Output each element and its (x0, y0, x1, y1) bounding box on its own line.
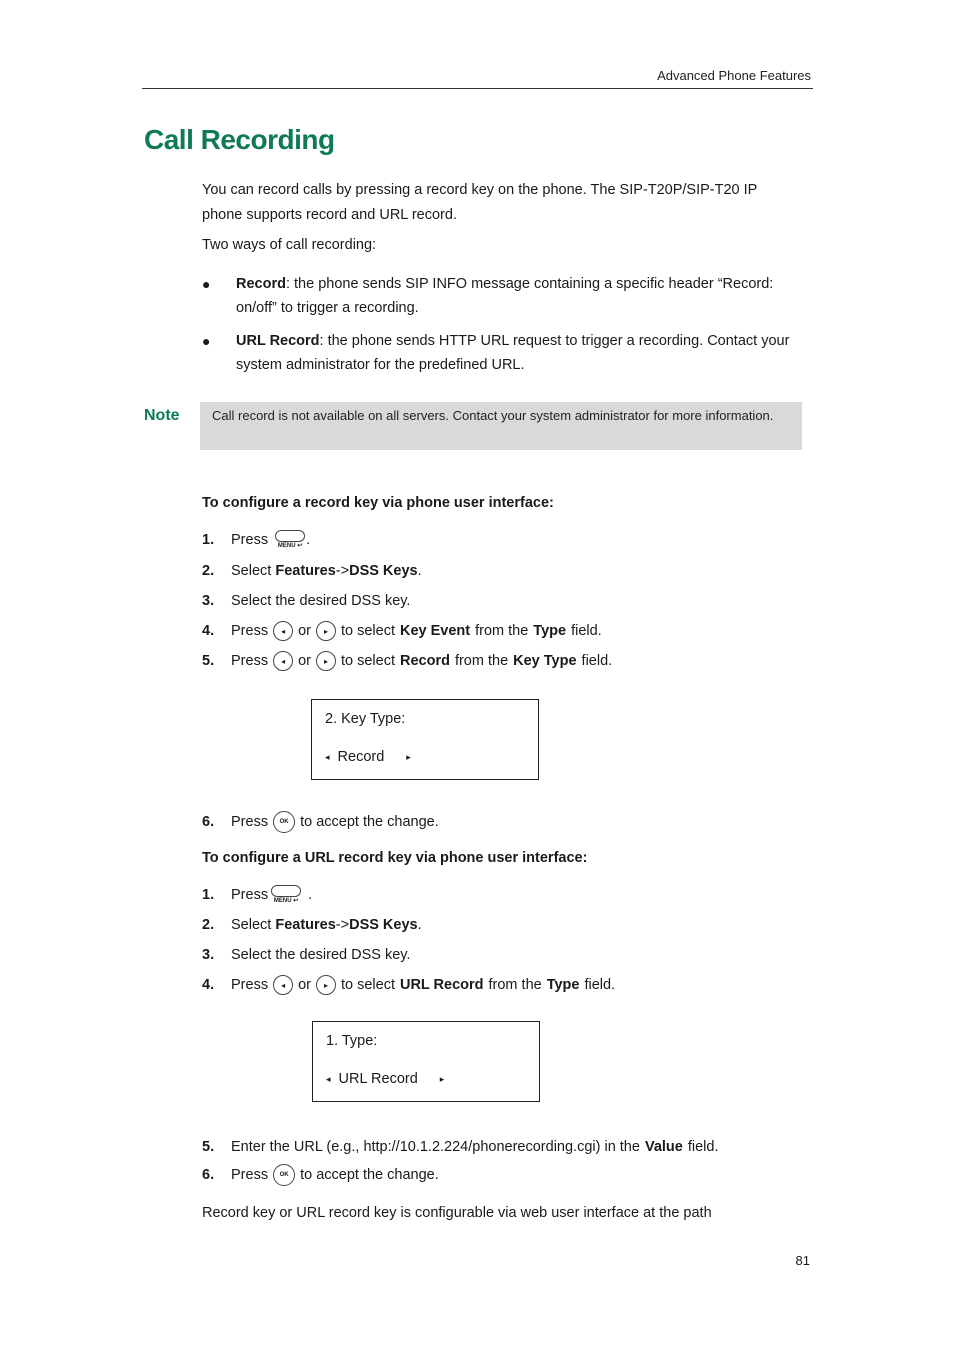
step-text: Press (231, 977, 269, 993)
bullet-icon: ● (202, 276, 211, 292)
left-key-icon: ◂ (273, 975, 293, 995)
step-field: Type (533, 623, 567, 639)
menu-key-icon: MENU ↩ (269, 885, 303, 905)
step-text: or (298, 623, 311, 639)
section2-title: To configure a URL record key via phone user interface: (202, 850, 588, 866)
step-text: Press (231, 532, 269, 548)
step-value: Record (399, 653, 450, 669)
step-text: from the (454, 653, 509, 669)
step-text: field. (581, 653, 613, 669)
menu-path-sep: -> (335, 917, 350, 933)
lcd-line-1: 1. Type: (326, 1033, 378, 1049)
step-text: to accept the change. (300, 1167, 439, 1183)
menu-path-sep: -> (335, 563, 350, 579)
step-number: 4. (202, 977, 215, 993)
left-key-icon: ◂ (273, 651, 293, 671)
note-box (200, 402, 802, 450)
step-number: 1. (202, 887, 215, 903)
step-text: Select the desired DSS key. (231, 947, 411, 963)
intro-paragraph (202, 178, 812, 228)
right-key-icon: ▸ (316, 621, 336, 641)
step-number: 4. (202, 623, 215, 639)
menu-path-dss: DSS Keys (349, 917, 418, 933)
step-text: . (417, 563, 422, 579)
lcd-line-1: 2. Key Type: (325, 711, 406, 727)
intro-ways: Two ways of call recording: (202, 237, 377, 253)
step-text: from the (475, 623, 529, 639)
step-text: Press (231, 814, 269, 830)
step-text: field. (571, 623, 602, 639)
bullet-text: : the phone sends SIP INFO message containing a specific header “Record: (285, 276, 774, 292)
step-text: Press (231, 887, 269, 903)
bullet-url-record (202, 329, 812, 377)
step-number: 6. (202, 1167, 215, 1183)
step-text: to accept the change. (300, 814, 439, 830)
step-text: field. (584, 977, 616, 993)
bullet-text: : the phone sends HTTP URL request to trigger a recording. Contact your (319, 333, 790, 349)
running-header: Advanced Phone Features (657, 68, 811, 83)
step-number: 3. (202, 593, 215, 609)
menu-path-features: Features (275, 563, 336, 579)
lcd-value: URL Record (338, 1071, 418, 1087)
right-key-icon: ▸ (316, 651, 336, 671)
left-key-icon: ◂ (273, 621, 293, 641)
step-number: 3. (202, 947, 215, 963)
left-arrow-icon: ◂ (326, 1073, 331, 1084)
step-text: . (308, 887, 313, 903)
step-text: to select (340, 653, 395, 669)
step-number: 5. (202, 1139, 215, 1155)
lcd-screen-key-type (311, 699, 539, 780)
page-number: 81 (795, 1253, 810, 1268)
right-arrow-icon: ▸ (406, 751, 411, 762)
bullet-term: URL Record (236, 333, 320, 349)
lcd-value: Record (337, 749, 385, 765)
page-title: Call Recording (144, 124, 335, 155)
step-field: Key Type (513, 653, 577, 669)
bullet-text-cont: on/off” to trigger a recording. (236, 300, 419, 316)
step-text: or (298, 653, 311, 669)
right-arrow-icon: ▸ (439, 1073, 445, 1084)
bullet-text-cont: system administrator for the predefined URL. (236, 357, 525, 373)
bullet-icon: ● (202, 333, 211, 349)
step-text: Press (231, 623, 269, 639)
menu-path-features: Features (275, 917, 336, 933)
step-value: URL Record (399, 977, 484, 993)
step-text: Enter the URL (e.g., http://10.1.2.224/phonerecording.cgi) in the (231, 1139, 640, 1155)
step-number: 2. (202, 563, 215, 579)
menu-path-dss: DSS Keys (349, 563, 418, 579)
step-text: to select (340, 977, 395, 993)
step-text: . (417, 917, 422, 933)
step-number: 1. (202, 532, 215, 548)
bullet-term: Record (236, 276, 286, 292)
step-number: 5. (202, 653, 215, 669)
ok-key-icon: OK (273, 811, 295, 833)
step-text: Press (231, 1167, 269, 1183)
step-field: Value (644, 1139, 683, 1155)
header-divider (142, 88, 813, 89)
intro-line-2: phone supports record and URL record. (202, 207, 457, 223)
lcd-line-2 (326, 1071, 444, 1087)
step-text: Select the desired DSS key. (231, 593, 411, 609)
note-label: Note (144, 407, 180, 424)
step-text: from the (488, 977, 542, 993)
intro-line-1: You can record calls by pressing a record key on the phone. The SIP-T20P/SIP-T20 IP (202, 182, 758, 198)
note-text: Call record is not available on all servers. Contact your system administrator for more information. (212, 408, 774, 423)
lcd-line-2 (325, 749, 411, 765)
left-arrow-icon: ◂ (325, 751, 330, 762)
step-text: Press (231, 653, 269, 669)
step-number: 2. (202, 917, 215, 933)
step-value: Key Event (399, 623, 471, 639)
menu-key-icon: MENU ↩ (273, 530, 307, 550)
ok-key-icon: OK (273, 1164, 295, 1186)
right-key-icon: ▸ (316, 975, 336, 995)
bullet-record (202, 272, 812, 320)
closing-paragraph: Record key or URL record key is configurable via web user interface at the path (202, 1205, 712, 1221)
step-text: or (298, 977, 311, 993)
step-field: Type (546, 977, 580, 993)
step-text: to select (340, 623, 395, 639)
section1-title: To configure a record key via phone user interface: (202, 495, 554, 511)
step-text: field. (687, 1139, 719, 1155)
step-text: . (306, 532, 311, 548)
lcd-screen-type (312, 1021, 540, 1102)
step-text: Select (231, 917, 272, 933)
step-text: Select (231, 563, 272, 579)
step-number: 6. (202, 814, 215, 830)
